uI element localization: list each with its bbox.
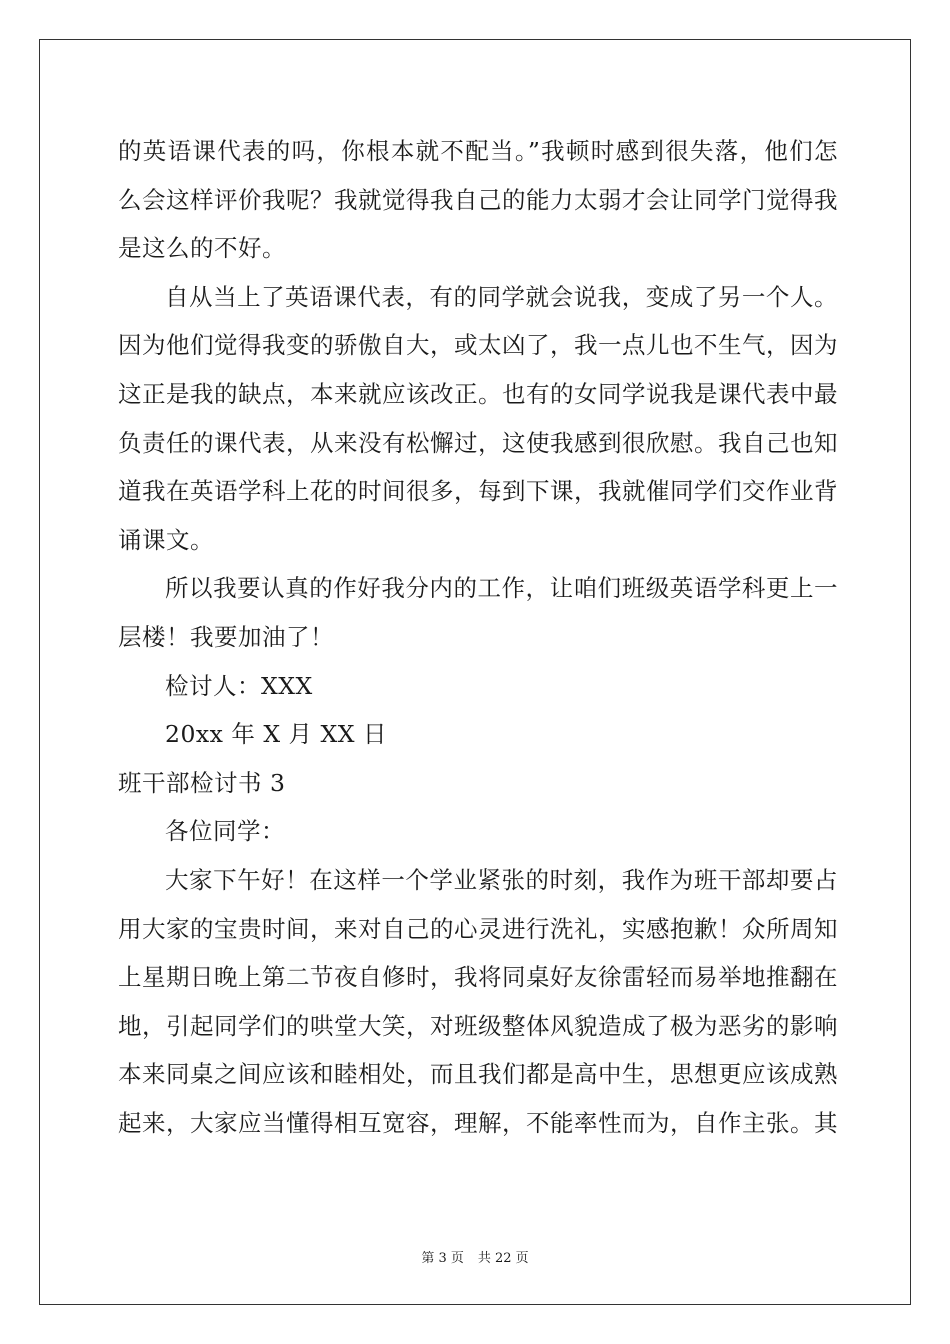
text-line: 道我在英语学科上花的时间很多，每到下课，我就催同学们交作业背	[118, 477, 838, 506]
text-line: 各位同学：	[165, 817, 285, 846]
text-line: 所以我要认真的作好我分内的工作，让咱们班级英语学科更上一	[165, 574, 838, 603]
text-line: 的英语课代表的吗，你根本就不配当。”我顿时感到很失落，他们怎	[118, 137, 838, 165]
text-line: 本来同桌之间应该和睦相处，而且我们都是高中生，思想更应该成熟	[118, 1060, 838, 1089]
total-pages: 共 22 页	[477, 1251, 529, 1266]
text-line: 起来，大家应当懂得相互宽容，理解，不能率性而为，自作主张。其	[118, 1108, 838, 1137]
text-line: 是这么的不好。	[118, 234, 286, 263]
text-line: 检讨人：XXX	[165, 671, 313, 700]
text-line: 自从当上了英语课代表，有的同学就会说我，变成了另一个人。	[165, 282, 838, 311]
document-body	[118, 127, 838, 1147]
text-line: 20xx 年 X 月 XX 日	[165, 720, 387, 749]
text-line: 用大家的宝贵时间，来对自己的心灵进行洗礼，实感抱歉！众所周知	[118, 914, 838, 943]
text-line: 这正是我的缺点，本来就应该改正。也有的女同学说我是课代表中最	[118, 379, 838, 408]
text-line: 因为他们觉得我变的骄傲自大，或太凶了，我一点儿也不生气，因为	[118, 331, 838, 360]
text-line: 地，引起同学们的哄堂大笑，对班级整体风貌造成了极为恶劣的影响	[118, 1011, 838, 1040]
text-line: 层楼！我要加油了！	[118, 622, 334, 651]
page-number: 第 3 页	[421, 1251, 464, 1266]
text-line: 负责任的课代表，从来没有松懈过，这使我感到很欣慰。我自己也知	[118, 428, 838, 457]
text-line: 班干部检讨书 3	[118, 768, 286, 797]
text-line: 诵课文。	[118, 525, 214, 554]
text-line: 么会这样评价我呢？我就觉得我自己的能力太弱才会让同学门觉得我	[118, 185, 838, 214]
text-line: 大家下午好！在这样一个学业紧张的时刻，我作为班干部却要占	[165, 865, 838, 894]
page-footer	[0, 1247, 950, 1266]
text-line: 上星期日晚上第二节夜自修时，我将同桌好友徐雷轻而易举地推翻在	[118, 963, 838, 992]
